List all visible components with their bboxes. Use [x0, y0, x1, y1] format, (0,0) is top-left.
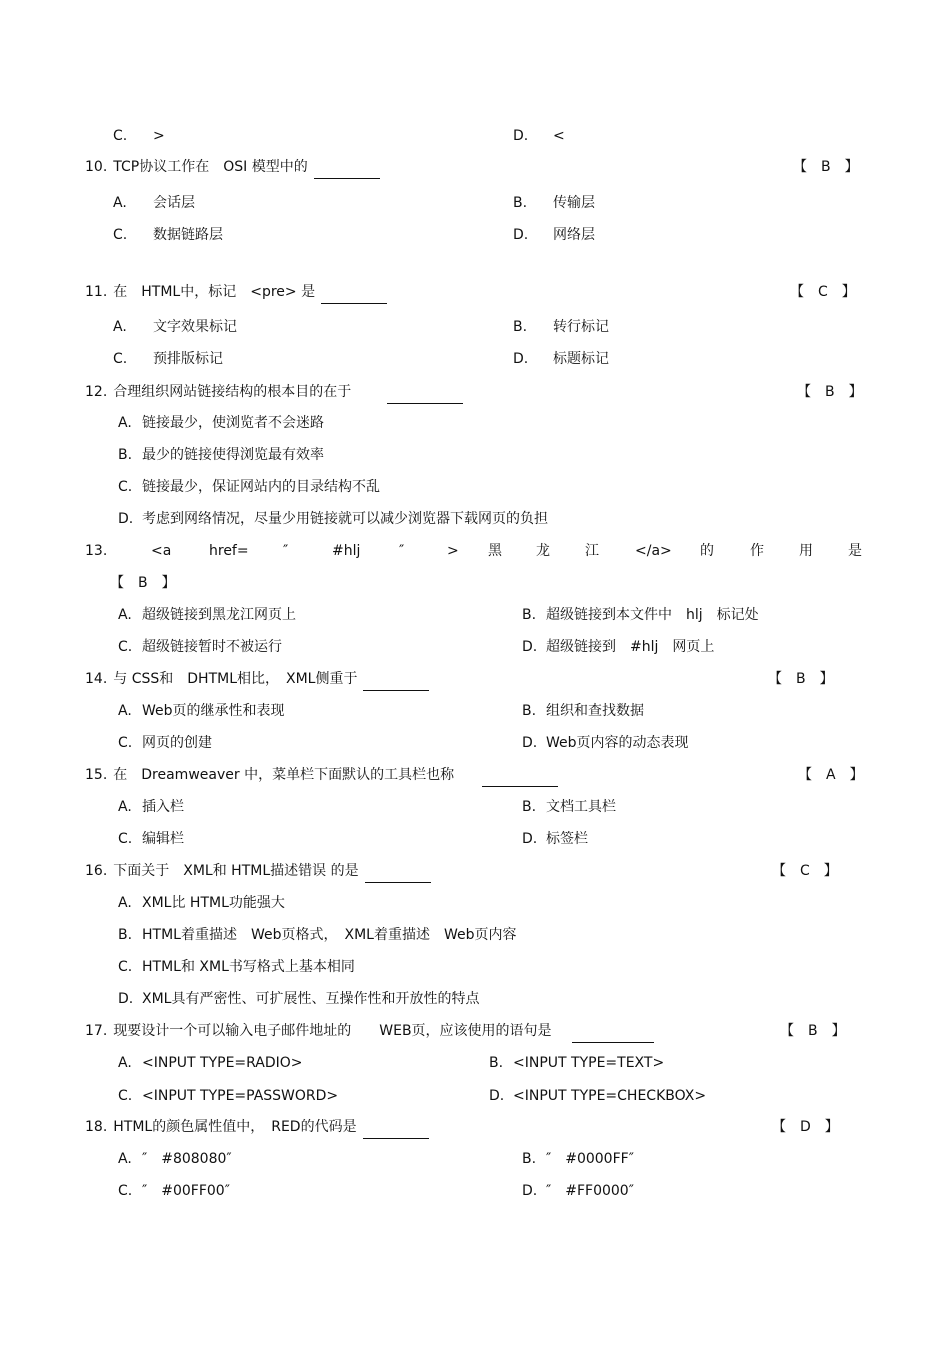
option-text: 标题标记 — [553, 351, 609, 367]
question-17 — [85, 1019, 865, 1043]
option-a — [118, 795, 184, 819]
option-label: D. — [118, 511, 134, 527]
answer-blank — [314, 162, 380, 179]
option-d — [489, 1084, 706, 1108]
question-15 — [85, 763, 865, 787]
option-label: A. — [118, 1151, 132, 1167]
option-label: C. — [113, 351, 128, 367]
option-d — [522, 1179, 634, 1203]
option-b — [522, 603, 759, 627]
option-d — [118, 987, 479, 1011]
option-label: A. — [118, 607, 132, 623]
option-label: C. — [118, 831, 133, 847]
stem-token: 是 — [848, 543, 862, 559]
option-text: 超级链接暂时不被运行 — [142, 639, 282, 655]
option-a — [118, 603, 296, 627]
option-c — [113, 347, 223, 371]
question-stem: 下面关于 XML和 HTML描述错误 的是 — [113, 863, 359, 879]
question-stem: HTML的颜色属性值中， RED的代码是 — [113, 1119, 357, 1135]
option-text: 数据链路层 — [153, 227, 223, 243]
option-top-d — [513, 124, 565, 148]
option-label: D. — [118, 991, 134, 1007]
option-text: 会话层 — [153, 195, 195, 211]
option-b — [118, 443, 324, 467]
option-c — [113, 223, 223, 247]
option-text: 编辑栏 — [142, 831, 184, 847]
answer-bracket: 【 B 】 — [768, 671, 834, 687]
answer-blank — [572, 1026, 654, 1043]
option-d — [513, 223, 595, 247]
question-16 — [85, 859, 865, 883]
stem-token: 的 — [700, 543, 714, 559]
option-text: 超级链接到 #hlj 网页上 — [546, 639, 715, 655]
stem-token: 用 — [799, 543, 813, 559]
question-number: 14. — [85, 671, 108, 687]
option-a — [113, 191, 195, 215]
option-label: C. — [118, 959, 133, 975]
option-b — [513, 315, 609, 339]
option-a — [118, 891, 285, 915]
option-text: 插入栏 — [142, 799, 184, 815]
option-a — [118, 1051, 303, 1075]
option-a — [118, 411, 324, 435]
option-text: <INPUT TYPE=CHECKBOX> — [513, 1088, 707, 1104]
question-stem: 在 Dreamweaver 中，菜单栏下面默认的工具栏也称 — [113, 767, 455, 783]
option-label: D. — [489, 1088, 505, 1104]
option-text: <INPUT TYPE=TEXT> — [513, 1055, 665, 1071]
option-text: 网页的创建 — [142, 735, 212, 751]
option-text: ″ #FF0000″ — [546, 1183, 634, 1199]
answer-bracket: 【 C 】 — [790, 284, 856, 300]
option-text: Web页的继承性和表现 — [142, 703, 285, 719]
answer-blank — [387, 387, 463, 404]
option-c — [118, 635, 282, 659]
option-text: XML比 HTML功能强大 — [142, 895, 285, 911]
option-text: < — [553, 128, 565, 144]
stem-token: > — [447, 543, 459, 559]
option-text: 文档工具栏 — [546, 799, 616, 815]
stem-token: 龙 — [536, 543, 550, 559]
answer-blank — [365, 866, 431, 883]
option-text: 链接最少，保证网站内的目录结构不乱 — [142, 479, 380, 495]
option-label: C. — [118, 1183, 133, 1199]
question-stem: 与 CSS和 DHTML相比， XML侧重于 — [113, 671, 358, 687]
answer-blank — [482, 770, 558, 787]
option-d — [118, 507, 548, 531]
option-c — [118, 731, 212, 755]
option-label: B. — [513, 195, 528, 211]
option-text: HTML着重描述 Web页格式， XML着重描述 Web页内容 — [142, 927, 517, 943]
option-label: A. — [118, 895, 132, 911]
stem-token: 黑 — [488, 543, 502, 559]
stem-token: href= — [209, 543, 249, 559]
option-label: B. — [522, 1151, 537, 1167]
option-text: HTML和 XML书写格式上基本相同 — [142, 959, 355, 975]
option-label: C. — [118, 735, 133, 751]
stem-token: 作 — [750, 543, 764, 559]
option-label: B. — [522, 799, 537, 815]
option-a — [118, 699, 285, 723]
answer-blank — [363, 674, 429, 691]
option-b — [522, 1147, 634, 1171]
question-10 — [85, 155, 865, 179]
option-label: A. — [118, 799, 132, 815]
stem-token: ″ — [283, 543, 289, 559]
answer-blank — [363, 1122, 429, 1139]
option-b — [522, 699, 644, 723]
option-label: D. — [513, 227, 529, 243]
option-b — [522, 795, 616, 819]
option-text: 最少的链接使得浏览最有效率 — [142, 447, 324, 463]
option-text: 超级链接到黑龙江网页上 — [142, 607, 296, 623]
option-label: A. — [118, 1055, 132, 1071]
option-b — [489, 1051, 664, 1075]
question-18 — [85, 1115, 865, 1139]
option-text: ″ #00FF00″ — [142, 1183, 230, 1199]
answer-blank — [321, 287, 387, 304]
question-number: 10. — [85, 159, 108, 175]
option-d — [513, 347, 609, 371]
question-11 — [85, 280, 865, 304]
option-label: B. — [522, 607, 537, 623]
option-label: B. — [489, 1055, 504, 1071]
option-d — [522, 731, 689, 755]
question-number: 13. — [85, 543, 108, 559]
option-text: 标签栏 — [546, 831, 588, 847]
option-label: B. — [513, 319, 528, 335]
question-stem: 现要设计一个可以输入电子邮件地址的 WEB页，应该使用的语句是 — [113, 1023, 552, 1039]
question-stem: TCP协议工作在 OSI 模型中的 — [113, 159, 308, 175]
stem-token: 江 — [585, 543, 599, 559]
option-b — [513, 191, 595, 215]
option-text: 超级链接到本文件中 hlj 标记处 — [546, 607, 759, 623]
option-text: 组织和查找数据 — [546, 703, 644, 719]
option-label: D. — [522, 831, 538, 847]
option-label: A. — [118, 703, 132, 719]
option-c — [118, 955, 355, 979]
stem-token: </a> — [635, 543, 672, 559]
option-text: ″ #808080″ — [142, 1151, 232, 1167]
option-label: B. — [118, 447, 133, 463]
option-a — [113, 315, 237, 339]
option-label: A. — [113, 195, 127, 211]
answer-bracket: 【 B 】 — [793, 159, 859, 175]
question-number: 17. — [85, 1023, 108, 1039]
answer-bracket: 【 B 】 — [110, 575, 176, 591]
option-top-c — [113, 124, 165, 148]
option-text: 转行标记 — [553, 319, 609, 335]
option-text: XML具有严密性、可扩展性、互操作性和开放性的特点 — [142, 991, 480, 1007]
option-label: C. — [118, 479, 133, 495]
option-c — [118, 1179, 230, 1203]
option-c — [118, 827, 184, 851]
option-text: Web页内容的动态表现 — [546, 735, 689, 751]
option-text: > — [153, 128, 165, 144]
option-c — [118, 475, 380, 499]
question-13 — [85, 539, 865, 563]
question-number: 15. — [85, 767, 108, 783]
option-label: D. — [522, 735, 538, 751]
question-number: 12. — [85, 384, 108, 400]
stem-token: <a — [151, 543, 172, 559]
option-text: <INPUT TYPE=RADIO> — [142, 1055, 303, 1071]
question-12 — [85, 380, 865, 404]
answer-bracket: 【 C 】 — [772, 863, 838, 879]
option-label: D. — [522, 639, 538, 655]
option-d — [522, 635, 714, 659]
option-label: B. — [118, 927, 133, 943]
option-label: C. — [118, 1088, 133, 1104]
option-label: D. — [522, 1183, 538, 1199]
question-stem: 合理组织网站链接结构的根本目的在于 — [113, 384, 352, 400]
option-text: 网络层 — [553, 227, 595, 243]
question-number: 11. — [85, 284, 108, 300]
option-label: C. — [118, 639, 133, 655]
option-label: C. — [113, 227, 128, 243]
option-text: 预排版标记 — [153, 351, 223, 367]
option-label: A. — [113, 319, 127, 335]
question-14 — [85, 667, 865, 691]
option-b — [118, 923, 516, 947]
option-label: D. — [513, 128, 529, 144]
option-text: <INPUT TYPE=PASSWORD> — [142, 1088, 339, 1104]
answer-bracket: 【 B 】 — [780, 1023, 846, 1039]
option-label: B. — [522, 703, 537, 719]
option-text: 考虑到网络情况，尽量少用链接就可以减少浏览器下载网页的负担 — [142, 511, 548, 527]
stem-token: ″ — [399, 543, 405, 559]
option-a — [118, 1147, 232, 1171]
answer-bracket: 【 D 】 — [772, 1119, 839, 1135]
option-c — [118, 1084, 338, 1108]
option-text: 文字效果标记 — [153, 319, 237, 335]
question-stem: 在 HTML中，标记 <pre> 是 — [113, 284, 316, 300]
option-label: A. — [118, 415, 132, 431]
answer-bracket: 【 A 】 — [798, 767, 864, 783]
option-text: ″ #0000FF″ — [546, 1151, 634, 1167]
option-text: 传输层 — [553, 195, 595, 211]
answer-bracket: 【 B 】 — [797, 384, 863, 400]
option-label: D. — [513, 351, 529, 367]
stem-token: #hlj — [332, 543, 361, 559]
question-number: 18. — [85, 1119, 108, 1135]
option-label: C. — [113, 128, 128, 144]
question-number: 16. — [85, 863, 108, 879]
option-text: 链接最少，使浏览者不会迷路 — [142, 415, 324, 431]
option-d — [522, 827, 588, 851]
